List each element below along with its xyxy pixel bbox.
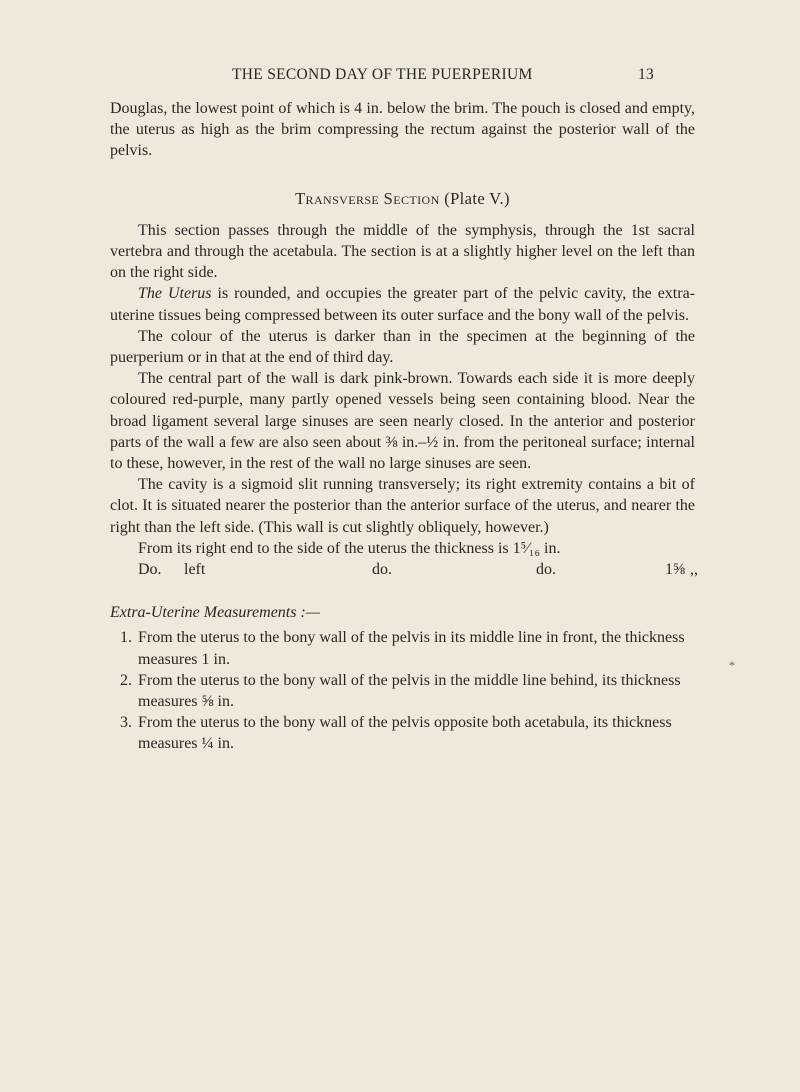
list-item-text: From the uterus to the bony wall of the pelvis in the middle line behind, its thickness measures ⅝ in. bbox=[138, 671, 681, 711]
list-item-number: 2. bbox=[120, 671, 132, 689]
measurement-list bbox=[110, 627, 695, 754]
running-header bbox=[0, 66, 800, 86]
ditto-left: left bbox=[184, 561, 206, 579]
paragraph-thickness-right bbox=[110, 538, 695, 559]
thickness-right-value: 1⁵⁄₁₆ in. bbox=[512, 539, 561, 557]
ditto-do-3: do. bbox=[536, 561, 556, 579]
ditto-do-2: do. bbox=[372, 561, 392, 579]
uterus-term: The Uterus bbox=[138, 285, 212, 303]
ditto-do-1: Do. bbox=[138, 561, 162, 579]
page-number: 13 bbox=[638, 66, 655, 83]
paragraph-section-location: This section passes through the middle of the symphysis, through the 1st sacral vertebra and through the acetabula. The section is at a slightly higher level on the left than on the right side. bbox=[110, 221, 695, 282]
list-item bbox=[110, 670, 695, 712]
section-plate-ref: (Plate V.) bbox=[444, 188, 510, 208]
paragraph-cavity: The cavity is a sigmoid slit running transversely; its right extremity contains a bit of clot. It is situated nearer the posterior than the anterior surface of the uterus, and nearer the right than the left side. (This wall is cut slightly obliquely, however.) bbox=[110, 476, 695, 536]
list-item-number: 3. bbox=[120, 714, 132, 732]
section-heading-text: Transverse Section bbox=[295, 188, 440, 208]
running-title: THE SECOND DAY OF THE PUERPERIUM bbox=[232, 66, 533, 83]
extra-uterine-heading: Extra-Uterine Measurements :— bbox=[110, 604, 321, 622]
list-item-number: 1. bbox=[120, 629, 132, 647]
paragraph-uterus bbox=[110, 283, 695, 325]
thickness-left-row bbox=[138, 559, 698, 580]
thickness-right-text: From its right end to the side of the uterus the thickness is bbox=[138, 539, 509, 557]
uterus-description: is rounded, and occupies the greater part of the pelvic cavity, the extra-uterine tissues being compressed between its outer surface and the bony wall of the pelvis. bbox=[110, 285, 695, 324]
list-item-text: From the uterus to the bony wall of the pelvis in its middle line in front, the thickness measures 1 in. bbox=[138, 629, 685, 668]
margin-mark: * bbox=[729, 658, 735, 672]
section-heading bbox=[110, 188, 695, 209]
page-body bbox=[110, 98, 698, 755]
intro-paragraph: Douglas, the lowest point of which is 4 in. below the brim. The pouch is closed and empty, the uterus as high as the brim compressing the rectum against the posterior wall of the pelvis. bbox=[110, 100, 695, 160]
paragraph-wall: The central part of the wall is dark pink-brown. Towards each side it is more deeply coloured red-purple, many partly opened vessels being seen containing blood. Near the broad ligament several large sinuses are seen nearly closed. In the anterior and posterior parts of the wall a few are also seen about ⅜ in.–½ in. from the peritoneal surface; internal to these, however, in the rest of the wall no large sinuses are seen. bbox=[110, 370, 695, 473]
list-item bbox=[110, 712, 695, 754]
list-item bbox=[110, 627, 695, 669]
ditto-mark: ,, bbox=[690, 561, 698, 579]
paragraph-colour: The colour of the uterus is darker than in the specimen at the beginning of the puerperium or in that at the end of third day. bbox=[110, 327, 695, 367]
thickness-left-value: 1⅝ bbox=[665, 561, 685, 579]
list-item-text: From the uterus to the bony wall of the pelvis opposite both acetabula, its thickness measures ¼ in. bbox=[138, 714, 672, 753]
